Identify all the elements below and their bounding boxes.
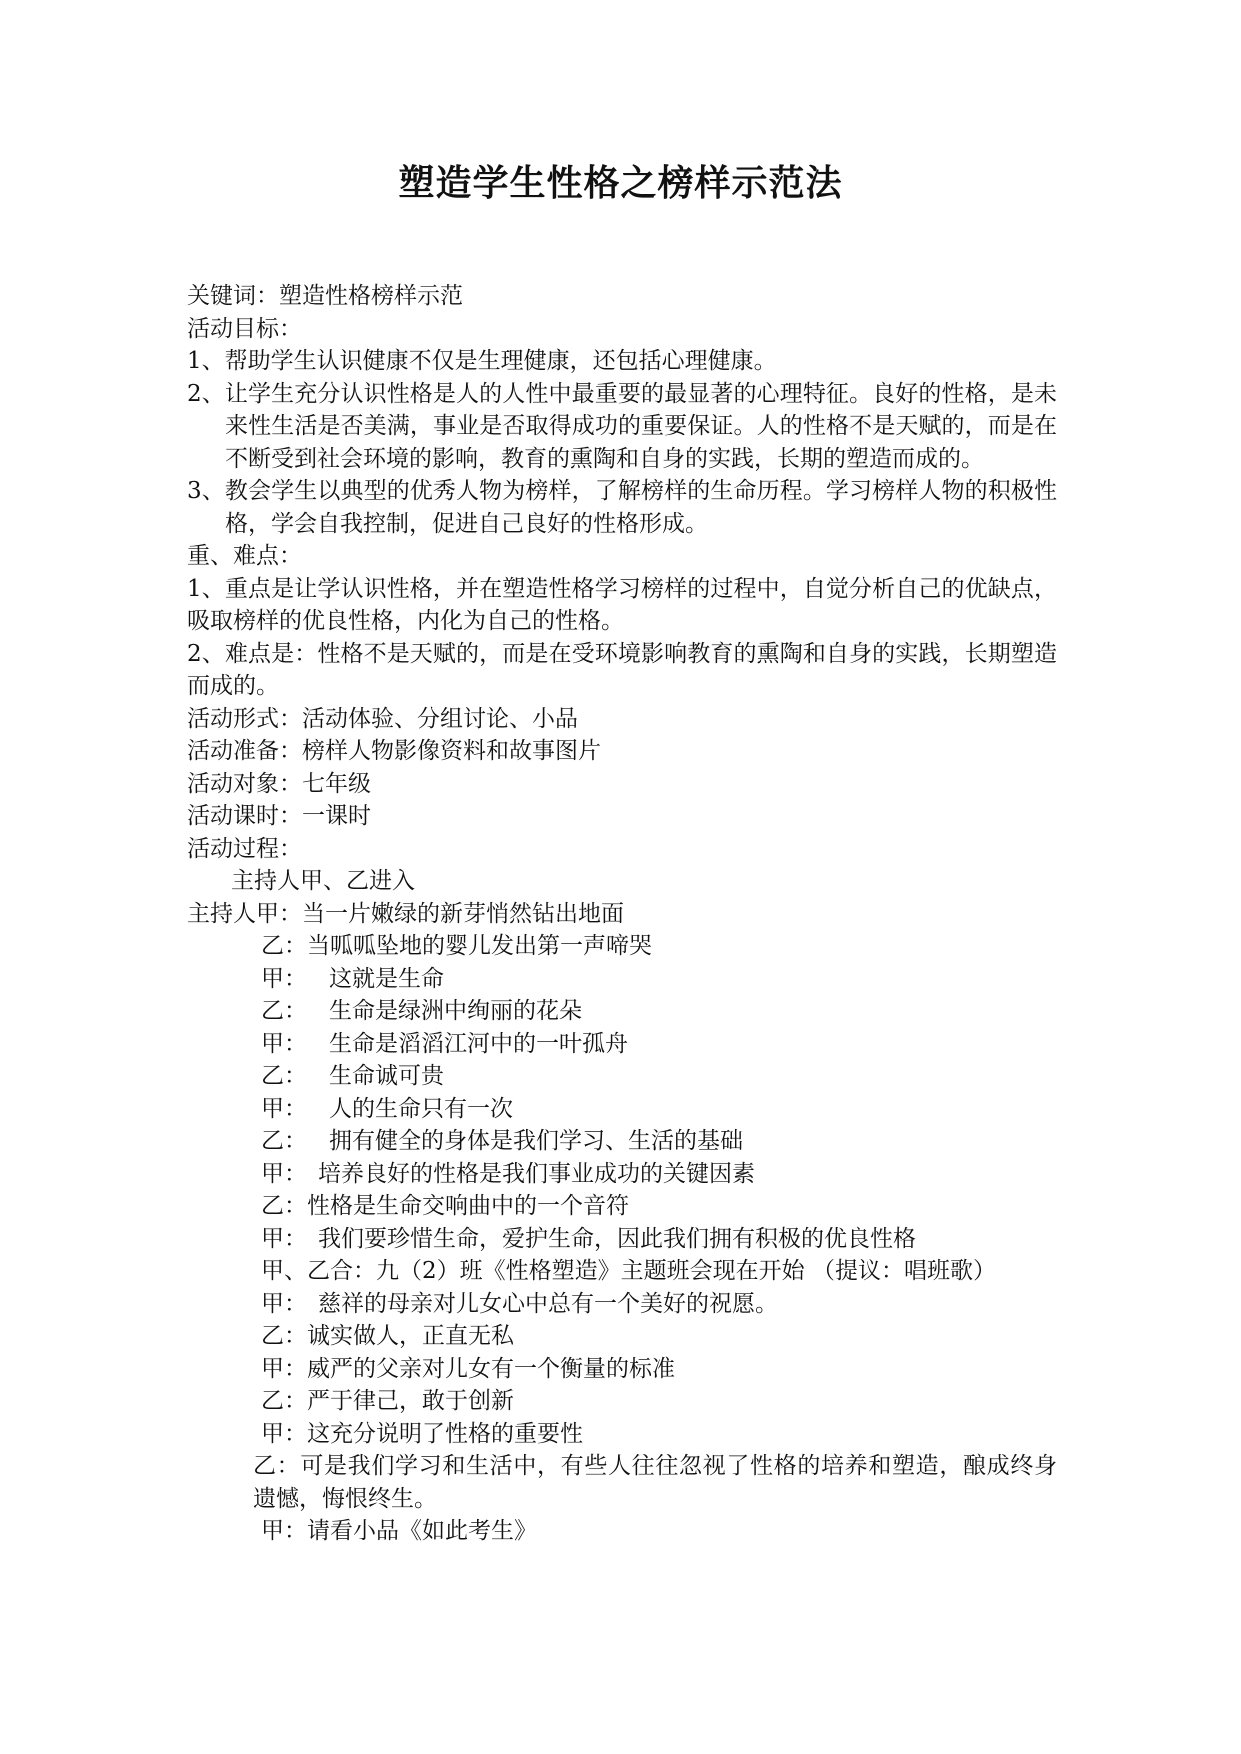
- speaker: 甲、乙合：: [261, 1258, 376, 1284]
- speech: 请看小品《如此考生》: [307, 1518, 537, 1544]
- speech: 人的生命只有一次: [329, 1095, 513, 1122]
- dialogue-line: [187, 1515, 1057, 1548]
- hosts-enter: 主持人甲、乙进入: [231, 868, 415, 894]
- speaker: 乙：: [261, 933, 307, 959]
- speech: 生命是滔滔江河中的一叶孤舟: [329, 1030, 628, 1057]
- speaker: 乙：: [261, 1128, 307, 1154]
- speech: 生命是绿洲中绚丽的花朵: [329, 998, 582, 1024]
- speech: 这充分说明了性格的重要性: [307, 1420, 583, 1447]
- speaker: 乙：: [261, 1323, 307, 1349]
- dialogue-line: [187, 1255, 1057, 1288]
- dialogue-line: [187, 1320, 1057, 1353]
- dialogue-line: [187, 1288, 1057, 1321]
- speech: 当呱呱坠地的婴儿发出第一声啼哭: [307, 933, 652, 959]
- dialogue-line: [187, 1093, 1057, 1126]
- goal-item: 1、帮助学生认识健康不仅是生理健康，还包括心理健康。: [187, 348, 777, 374]
- speech: 慈祥的母亲对儿女心中总有一个美好的祝愿。: [318, 1290, 778, 1317]
- speaker: 主持人甲：: [187, 900, 302, 927]
- activity-target: 活动对象：七年级: [187, 770, 371, 797]
- speaker: 乙：: [261, 1388, 307, 1414]
- dialogue-line: [187, 1125, 1057, 1158]
- speech: 诚实做人，正直无私: [307, 1323, 514, 1349]
- speech: 性格是生命交响曲中的一个音符: [307, 1193, 629, 1219]
- speaker: 甲：: [261, 1290, 307, 1317]
- key-point-item: 2、难点是：性格不是天赋的，而是在受环境影响教育的熏陶和自身的实践，长期塑造而成的。: [187, 640, 1057, 699]
- speech: 可是我们学习和生活中，有些人往往忽视了性格的培养和塑造，酿成终身遗憾，悔恨终生。: [253, 1453, 1058, 1512]
- speaker: 甲：: [261, 1518, 307, 1544]
- dialogue-line: [187, 1190, 1057, 1223]
- activity-form: 活动形式：活动体验、分组讨论、小品: [187, 705, 578, 732]
- speech: 这就是生命: [329, 965, 444, 992]
- dialogue-line: [187, 898, 1057, 931]
- dialogue-line: [187, 995, 1057, 1028]
- dialogue-line: [187, 930, 1057, 963]
- speech: 我们要珍惜生命，爱护生命，因此我们拥有积极的优良性格: [318, 1225, 916, 1252]
- speech: 当一片嫩绿的新芽悄然钻出地面: [302, 900, 624, 927]
- key-points-heading: 重、难点：: [187, 543, 302, 569]
- speaker: 乙：: [261, 1063, 307, 1089]
- dialogue-line: [187, 1353, 1057, 1386]
- dialogue-line: [187, 1385, 1057, 1418]
- goal-item: 3、教会学生以典型的优秀人物为榜样，了解榜样的生命历程。学习榜样人物的积极性格，学会自我控制，促进自己良好的性格形成。: [187, 478, 1057, 537]
- speech: 生命诚可贵: [329, 1063, 444, 1089]
- dialogue-line: [187, 1060, 1057, 1093]
- speaker: 甲：: [261, 1420, 307, 1447]
- activity-prep: 活动准备：榜样人物影像资料和故事图片: [187, 738, 601, 764]
- speaker: 甲：: [261, 965, 307, 992]
- process-heading: 活动过程：: [187, 835, 302, 862]
- goal-item: 2、让学生充分认识性格是人的人性中最重要的最显著的心理特征。良好的性格，是未来性生活是否美满，事业是否取得成功的重要保证。人的性格不是天赋的，而是在不断受到社会环境的影响，教育的熏陶和自身的实践，长期的塑造而成的。: [187, 380, 1057, 472]
- dialogue-line: [187, 1158, 1057, 1191]
- document-body: [187, 280, 1057, 1548]
- dialogue-line: [187, 1223, 1057, 1256]
- keywords-line: 关键词：塑造性格榜样示范: [187, 283, 463, 309]
- speech: 威严的父亲对儿女有一个衡量的标准: [307, 1355, 675, 1382]
- speech: 拥有健全的身体是我们学习、生活的基础: [329, 1128, 743, 1154]
- goals-heading: 活动目标：: [187, 315, 302, 342]
- speech: 培养良好的性格是我们事业成功的关键因素: [318, 1160, 755, 1187]
- speech: 九（2）班《性格塑造》主题班会现在开始 （提议：唱班歌）: [376, 1258, 996, 1284]
- dialogue-line: [187, 963, 1057, 996]
- activity-period: 活动课时：一课时: [187, 803, 371, 829]
- speech: 严于律己，敢于创新: [307, 1388, 514, 1414]
- speaker: 甲：: [261, 1225, 307, 1252]
- dialogue-line: [187, 1028, 1057, 1061]
- speaker: 甲：: [261, 1355, 307, 1382]
- speaker: 乙：: [261, 998, 307, 1024]
- speaker: 甲：: [261, 1030, 307, 1057]
- speaker: 甲：: [261, 1095, 307, 1122]
- page-title: 塑造学生性格之榜样示范法: [398, 162, 843, 204]
- speaker: 乙：: [261, 1193, 307, 1219]
- key-point-item: 1、重点是让学认识性格，并在塑造性格学习榜样的过程中，自觉分析自己的优缺点，吸取榜样的优良性格，内化为自己的性格。: [187, 575, 1057, 634]
- dialogue-line: [187, 1450, 1057, 1515]
- speaker: 乙：: [253, 1453, 301, 1479]
- speaker: 甲：: [261, 1160, 307, 1187]
- dialogue-line: [187, 1418, 1057, 1451]
